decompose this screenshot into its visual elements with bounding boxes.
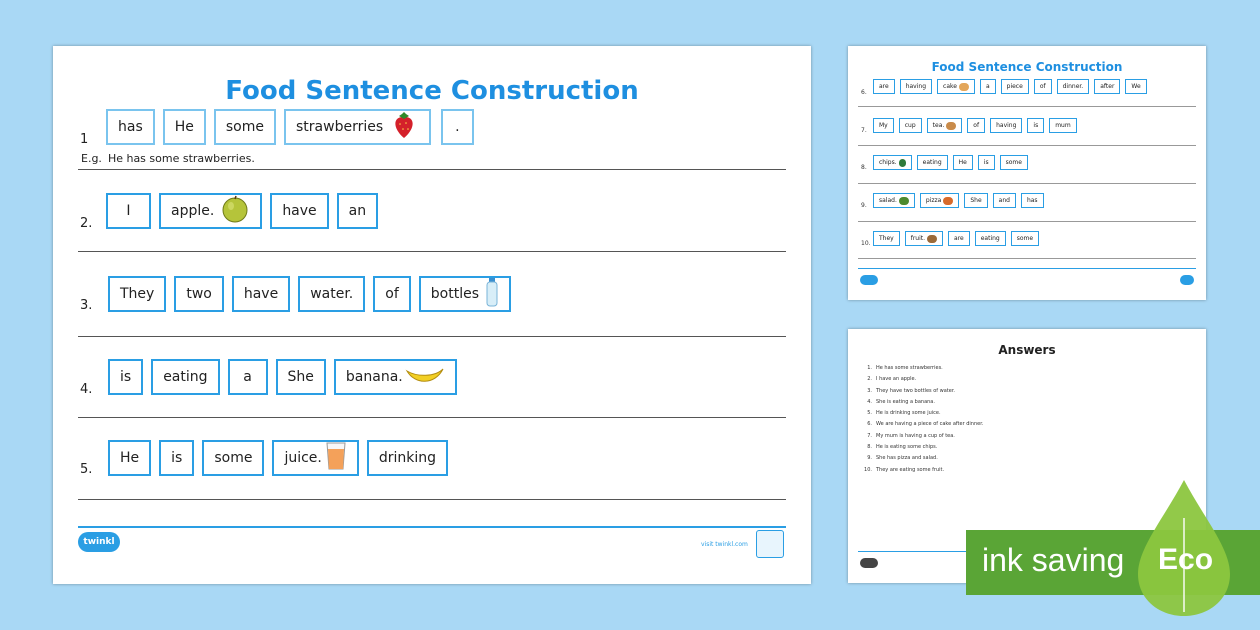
quality-badge	[1180, 275, 1194, 285]
worksheet-page-2	[848, 46, 1206, 300]
word-card-label: have	[243, 286, 279, 302]
footer-divider	[78, 526, 786, 528]
word-card-label: are	[879, 83, 889, 90]
footer-divider	[858, 268, 1196, 269]
word-card[interactable]	[964, 193, 987, 208]
worksheet-page-1	[53, 46, 811, 584]
word-card-label: strawberries	[296, 119, 384, 135]
word-card[interactable]	[1021, 193, 1044, 208]
strawberry-icon	[389, 110, 419, 144]
salad-icon	[899, 197, 909, 205]
row-number: 9.	[861, 202, 867, 209]
tea-cup-icon	[946, 122, 956, 130]
word-card-label: pizza	[925, 197, 942, 204]
word-card[interactable]	[337, 193, 378, 229]
word-card[interactable]	[159, 440, 194, 476]
row-number: 2.	[80, 216, 93, 231]
word-card[interactable]	[905, 231, 943, 246]
word-card[interactable]	[202, 440, 264, 476]
answer-line	[858, 106, 1196, 107]
answer-item: 10. They are eating some fruit.	[864, 466, 945, 473]
word-card[interactable]	[978, 155, 995, 170]
page-title: Food Sentence Construction	[931, 60, 1123, 74]
word-card-label: and	[998, 197, 1010, 204]
word-card-label: They	[120, 286, 155, 302]
word-card-label: mum	[1055, 122, 1071, 129]
eco-banner-text: ink saving	[982, 542, 1125, 578]
word-card[interactable]	[441, 109, 473, 145]
word-card-label: of	[1039, 83, 1046, 90]
word-card[interactable]	[163, 109, 206, 145]
answer-line	[78, 251, 786, 252]
word-card-label: eating	[163, 369, 208, 385]
answer-line	[858, 221, 1196, 222]
answer-item: 6. We are having a piece of cake after dinner.	[867, 421, 984, 428]
twinkl-logo[interactable]: twinkl	[78, 532, 120, 552]
word-card-label: water.	[310, 286, 354, 302]
page-title: Food Sentence Construction	[225, 76, 639, 106]
answer-line	[858, 145, 1196, 146]
twinkl-logo[interactable]	[860, 558, 878, 568]
answer-item: 5. He is drinking some juice.	[867, 410, 941, 417]
answer-line	[78, 169, 786, 170]
word-card-label: chips.	[879, 159, 897, 166]
word-card[interactable]	[174, 276, 224, 312]
word-card[interactable]	[1011, 231, 1039, 246]
word-card-label: He	[120, 450, 140, 466]
word-card-label: She	[287, 369, 314, 385]
example-text: He has some strawberries.	[107, 152, 255, 165]
answer-line	[858, 258, 1196, 259]
word-card[interactable]	[873, 79, 895, 94]
word-card[interactable]	[232, 276, 290, 312]
word-card[interactable]	[106, 193, 151, 229]
row-number: 8.	[861, 164, 867, 171]
answer-line	[78, 336, 786, 337]
word-card[interactable]	[1027, 118, 1044, 133]
word-card-label: eating	[922, 159, 942, 166]
word-card[interactable]	[873, 231, 900, 246]
word-card[interactable]	[151, 359, 219, 395]
row-number: 1	[80, 132, 89, 147]
apple-icon	[220, 194, 250, 228]
word-card-label: having	[996, 122, 1017, 129]
word-card[interactable]	[367, 440, 448, 476]
word-card[interactable]	[228, 359, 268, 395]
word-card-label: two	[186, 286, 212, 302]
row-number: 3.	[80, 298, 93, 313]
word-card[interactable]	[1094, 79, 1120, 94]
word-card-label: They	[879, 235, 894, 242]
word-card-label: some	[225, 119, 265, 135]
word-card[interactable]	[272, 440, 358, 476]
word-card-label: He	[958, 159, 967, 166]
word-card-label: are	[954, 235, 964, 242]
juice-glass-icon	[325, 441, 347, 475]
fruit-bowl-icon	[927, 235, 937, 243]
word-card-label: of	[385, 286, 399, 302]
word-card-label: having	[905, 83, 927, 90]
word-card[interactable]	[953, 155, 973, 170]
word-card[interactable]	[937, 79, 975, 94]
word-card[interactable]	[1001, 79, 1029, 94]
word-card-label: of	[973, 122, 980, 129]
word-card-label: cake	[943, 83, 957, 90]
word-card-label: is	[171, 450, 183, 466]
word-card-label: My	[879, 122, 888, 129]
word-card-label: He	[174, 119, 194, 135]
word-card[interactable]	[920, 193, 959, 208]
answer-item: 9. She has pizza and salad.	[867, 455, 938, 462]
row-number: 10.	[861, 240, 871, 247]
row-number: 7.	[861, 127, 867, 134]
word-card[interactable]	[967, 118, 985, 133]
word-card[interactable]	[873, 193, 915, 208]
row-number: 4.	[80, 382, 93, 397]
word-card-label: apple.	[171, 203, 215, 219]
row-number: 6.	[861, 89, 867, 96]
word-card-label: is	[1033, 122, 1039, 129]
word-card-label: banana.	[345, 369, 403, 385]
word-card[interactable]	[108, 440, 151, 476]
word-card[interactable]	[990, 118, 1022, 133]
word-card[interactable]	[873, 118, 894, 133]
word-card-label: a	[985, 83, 990, 90]
word-card[interactable]	[108, 276, 166, 312]
answers-list	[860, 363, 983, 476]
word-card-label: eating	[980, 235, 1000, 242]
word-card-label: some	[1005, 159, 1022, 166]
twinkl-logo[interactable]	[860, 275, 878, 285]
word-card[interactable]	[1057, 79, 1090, 94]
word-card-label: is	[120, 369, 132, 385]
answer-item: 3. They have two bottles of water.	[867, 387, 956, 394]
word-card[interactable]	[1034, 79, 1052, 94]
word-card-label: an	[348, 203, 367, 219]
word-card[interactable]	[419, 276, 511, 312]
answer-item: 4. She is eating a banana.	[867, 398, 935, 405]
word-card-label: drinking	[378, 450, 437, 466]
word-card[interactable]	[270, 193, 328, 229]
chips-icon	[899, 159, 906, 167]
word-card[interactable]	[334, 359, 457, 395]
word-card-label: salad.	[879, 197, 897, 204]
word-card[interactable]	[899, 118, 922, 133]
word-card[interactable]	[108, 359, 143, 395]
word-card[interactable]	[276, 359, 326, 395]
word-card-label: have	[282, 203, 317, 219]
word-card-label: juice.	[284, 450, 322, 466]
word-card-label: piece	[1006, 83, 1023, 90]
cake-icon	[959, 83, 969, 91]
word-card-label: I	[126, 203, 131, 219]
word-card-label: She	[970, 197, 982, 204]
word-card-label: has	[118, 119, 143, 135]
answer-line	[78, 417, 786, 418]
word-card-label: has	[1026, 197, 1038, 204]
word-card-label: .	[455, 119, 460, 135]
word-card[interactable]	[159, 193, 262, 229]
word-card-label: a	[243, 369, 252, 385]
word-card-label: cup	[904, 122, 916, 129]
answer-line	[858, 183, 1196, 184]
word-card[interactable]	[917, 155, 948, 170]
word-card[interactable]	[214, 109, 276, 145]
word-card[interactable]	[284, 109, 431, 145]
word-card[interactable]	[1049, 118, 1077, 133]
word-card-label: fruit.	[910, 235, 926, 242]
row-number: 5.	[80, 462, 93, 477]
word-card[interactable]	[900, 79, 932, 94]
eco-label: Eco	[1158, 543, 1214, 576]
answer-line	[78, 499, 786, 500]
word-card-label: is	[983, 159, 989, 166]
word-card[interactable]	[873, 155, 912, 170]
answer-item: 2. I have an apple.	[867, 376, 917, 383]
word-card[interactable]	[1125, 79, 1146, 94]
quality-badge	[756, 530, 784, 558]
word-card[interactable]	[975, 231, 1006, 246]
footer-url[interactable]: visit twinkl.com	[701, 541, 748, 548]
answer-item: 1. He has some strawberries.	[867, 365, 943, 371]
word-card[interactable]	[106, 109, 155, 145]
example-label: E.g.	[81, 152, 102, 165]
word-card-label: some	[214, 450, 253, 466]
word-card[interactable]	[927, 118, 963, 133]
word-card-label: some	[1016, 235, 1034, 242]
word-card[interactable]	[1000, 155, 1028, 170]
word-card-label: after	[1100, 83, 1115, 90]
word-card[interactable]	[993, 193, 1016, 208]
word-card[interactable]	[980, 79, 996, 94]
word-card-label: bottles	[430, 286, 479, 302]
answer-item: 7. My mum is having a cup of tea.	[867, 432, 955, 439]
word-card-label: tea.	[932, 122, 945, 129]
pizza-icon	[943, 197, 953, 205]
word-card-label: We	[1131, 83, 1141, 90]
word-card-label: dinner.	[1062, 83, 1084, 90]
answers-title: Answers	[998, 343, 1056, 357]
water-bottle-icon	[485, 277, 499, 311]
word-card[interactable]	[298, 276, 365, 312]
example-sentence	[81, 152, 261, 165]
word-card[interactable]	[948, 231, 970, 246]
answer-item: 8. He is eating some chips.	[867, 444, 938, 451]
word-card[interactable]	[373, 276, 411, 312]
banana-icon	[405, 363, 445, 391]
